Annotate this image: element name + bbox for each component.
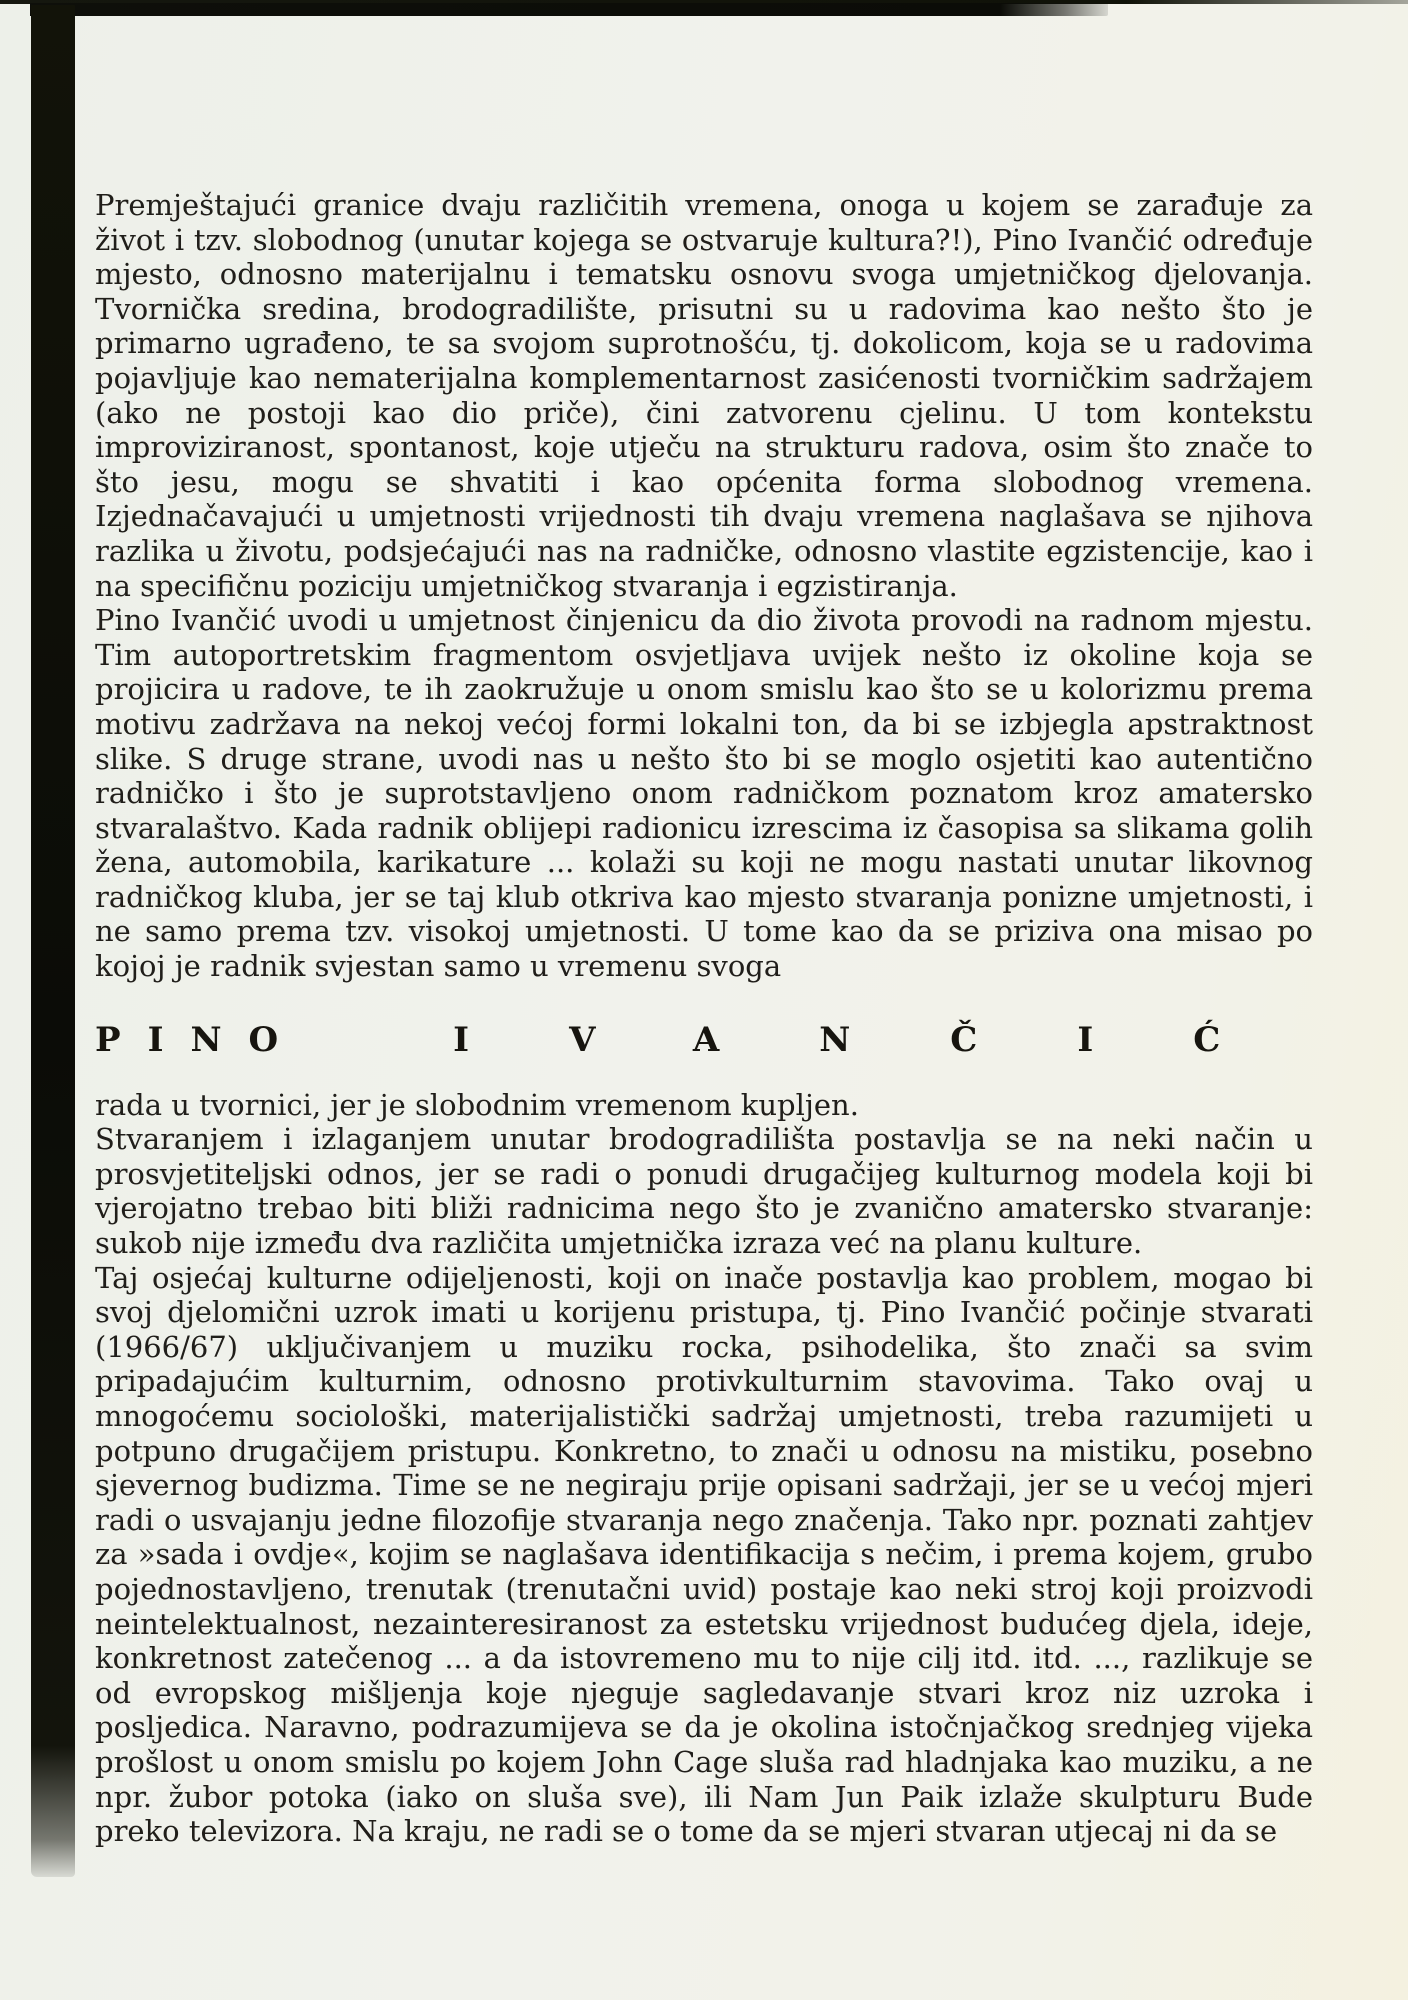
paragraph-culture: Taj osjećaj kulturne odijeljenosti, koji on inače postavlja kao problem, mogao bi svoj djelomični uzrok imati u korijenu pristupa, tj. Pino Ivančić počinje stvarati (1966/67) uključivanjem u muziku rocka, psihodelika, što znači sa svim pripadajućim kulturnim, odnosno protivkulturnim stavovima. Tako ovaj u mnogoćemu sociološki, materijalistički sadržaj umjetnosti, treba razumijeti u potpuno drugačijem pristupu. Konkretno, to znači u odnosu na mistiku, posebno sjevernog budizma. Time se ne negiraju prije opisani sadržaji, jer se u većoj mjeri radi o usvajanju jedne filozofije stvaranja nego značenja. Tako npr. poznati zahtjev za »sada i ovdje«, kojim se naglašava identifikacija s nečim, i prema kojem, grubo pojednostavljeno, trenutak (trenutačni uvid) postaje kao neki stroj koji proizvodi neintelektualnost, nezainteresiranost za estetsku vrijednost budućeg djela, ideje, konkretnost zatečenog ... a da istovremeno mu to nije cilj itd. itd. ..., razlikuje se od evropskog mišljenja koje njeguje sagledavanje stvari kroz niz uzroka i posljedica. Naravno, podrazumijeva se da je okolina istočnjačkog srednjeg vijeka prošlost u onom smislu po kojem John Cage sluša rad hladnjaka kao muziku, a ne npr. žubor potoka (iako on sluša sve), ili Nam Jun Paik izlaže skulpturu Bude preko televizora. Na kraju, ne radi se o tome da se mjeri stvaran utjecaj ni da se	[95, 1260, 1313, 1849]
paragraph-shipyard: Stvaranjem i izlaganjem unutar brodogradilišta postavlja se na neki način u prosvjetiteljski odnos, jer se radi o ponudi drugačijeg kulturnog modela koji bi vjerojatno trebao biti bliži radnicima nego što je zvanično amatersko stvaranje: sukob nije između dva različita umjetnička izraza već na planu kulture.	[95, 1122, 1313, 1261]
text-column	[95, 188, 1321, 1849]
artist-first-name: PINO	[95, 1019, 306, 1060]
paragraph-intro: Premještajući granice dvaju različitih vremena, onoga u kojem se zarađuje za život i tzv. slobodnog (unutar kojega se ostvaruje kultura?!), Pino Ivančić određuje mjesto, odnosno materijalnu i tematsku osnovu svoga umjetničkog djelovanja. Tvornička sredina, brodogradilište, prisutni su u radovima kao nešto što je primarno ugrađeno, te sa svojom suprotnošću, tj. dokolicom, koja se u radovima pojavljuje kao nematerijalna komplementarnost zasićenosti tvorničkim sadržajem (ako ne postoji kao dio priče), čini zatvorenu cjelinu. U tom kontekstu improviziranost, spontanost, koje utječu na strukturu radova, osim što znače to što jesu, mogu se shvatiti i kao općenita forma slobodnog vremena. Izjednačavajući u umjetnosti vrijednosti tih dvaju vremena naglašava se njihova razlika u životu, podsjećajući nas na radničke, odnosno vlastite egzistencije, kao i na specifičnu poziciju umjetničkog stvaranja i egzistiranja.	[95, 188, 1313, 603]
paragraph-factory-context: Pino Ivančić uvodi u umjetnost činjenicu da dio života provodi na radnom mjestu. Tim autoportretskim fragmentom osvjetljava uvijek nešto iz okoline koja se projicira u radove, te ih zaokružuje u onom smislu kao što se u kolorizmu prema motivu zadržava na nekoj većoj formi lokalni ton, da bi se izbjegla apstraktnost slike. S druge strane, uvodi nas u nešto što bi se moglo osjetiti kao autentično radničko i što je suprotstavljeno onom radničkom poznatom kroz amatersko stvaralaštvo. Kada radnik oblijepi radionicu izrescima iz časopisa sa slikama golih žena, automobila, karikature ... kolaži su koji ne mogu nastati unutar likovnog radničkog kluba, jer se taj klub otkriva kao mjesto stvaranja ponizne umjetnosti, i ne samo prema tzv. visokoj umjetnosti. U tome kao da se priziva ona misao po kojoj je radnik svjestan samo u vremenu svoga	[95, 603, 1313, 984]
scan-border-left	[31, 5, 75, 1877]
paragraph-continuation: rada u tvornici, jer je slobodnim vremenom kupljen.	[95, 1087, 859, 1122]
scan-border-top	[30, 3, 1108, 16]
artist-name-heading	[95, 1019, 1321, 1060]
artist-last-name: IVANČIĆ	[453, 1019, 1321, 1060]
